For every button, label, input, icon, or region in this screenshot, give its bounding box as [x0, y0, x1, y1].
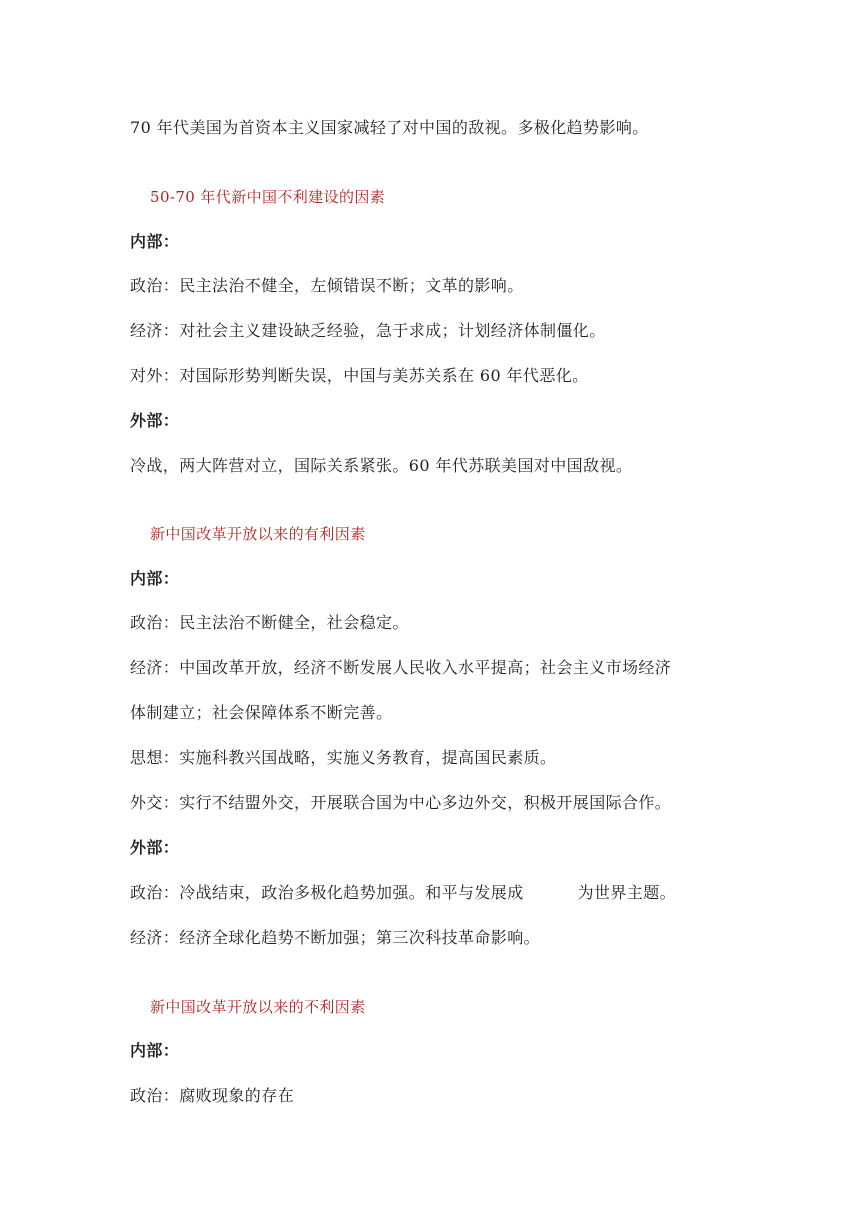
- paragraph-line: 政治：民主法治不健全，左倾错误不断；文革的影响。: [130, 276, 524, 295]
- paragraph-line: 体制建立；社会保障体系不断完善。: [130, 703, 393, 722]
- paragraph-segment: 为世界主题。: [577, 883, 677, 902]
- paragraph-line: 经济：对社会主义建设缺乏经验，急于求成；计划经济体制僵化。: [130, 321, 606, 340]
- paragraph-line: [130, 882, 676, 904]
- paragraph-line: 外交：实行不结盟外交，开展联合国为中心多边外交，积极开展国际合作。: [130, 793, 672, 812]
- paragraph-line: 对外：对国际形势判断失误，中国与美苏关系在 60 年代恶化。: [130, 366, 589, 385]
- section-heading-3: 新中国改革开放以来的不利因素: [150, 998, 366, 1016]
- internal-label: 内部：: [130, 1041, 180, 1060]
- paragraph-line: 经济：经济全球化趋势不断加强；第三次科技革命影响。: [130, 928, 541, 947]
- paragraph-line: 经济：中国改革开放，经济不断发展人民收入水平提高；社会主义市场经济: [130, 658, 672, 677]
- paragraph-line: 政治：腐败现象的存在: [130, 1086, 295, 1105]
- internal-label: 内部：: [130, 569, 180, 588]
- intro-paragraph: 70 年代美国为首资本主义国家减轻了对中国的敌视。多极化趋势影响。: [130, 118, 649, 137]
- section-heading-1: 50-70 年代新中国不利建设的因素: [150, 188, 386, 206]
- internal-label: 内部：: [130, 232, 180, 251]
- paragraph-segment: 政治：冷战结束，政治多极化趋势加强。和平与发展成: [130, 883, 524, 902]
- paragraph-line: 冷战，两大阵营对立，国际关系紧张。60 年代苏联美国对中国敌视。: [130, 456, 633, 475]
- external-label: 外部：: [130, 411, 180, 430]
- external-label: 外部：: [130, 838, 180, 857]
- paragraph-line: 思想：实施科教兴国战略，实施义务教育，提高国民素质。: [130, 748, 557, 767]
- section-heading-2: 新中国改革开放以来的有利因素: [150, 525, 366, 543]
- paragraph-line: 政治：民主法治不断健全，社会稳定。: [130, 613, 409, 632]
